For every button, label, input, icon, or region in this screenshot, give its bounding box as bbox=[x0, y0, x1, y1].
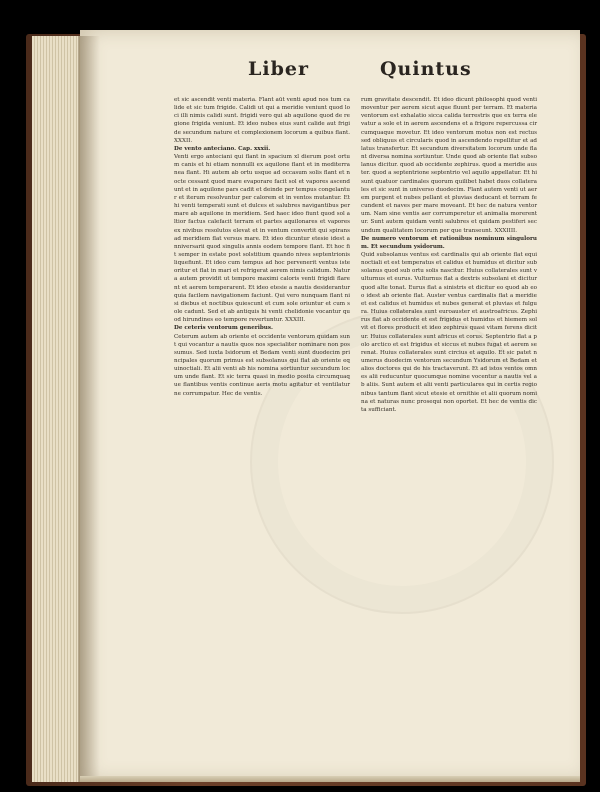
left-paragraph-2: Venti ergo anteciani qui flant in spacium xl dierum post ortum canis et hi etiam nonnulli ex aquilone flant et in mediterranea flant. Hi autem ab ortu usque ad occasum solis flant et nocte cessant quod mare evaporare facit sol et vapores ascendunt et in aquilone pars cadit et deinde per tempus congelantur et iterum resolvuntur per calorem et in ventos mutantur. Et hi venti temperati sunt et dulces et salubres navigantibus per mare ab aquilone in meridiem. Sed haec ideo fiunt quod sol altior factus calefacit terram et partes aquilonares et vapores ex nivibus resolutos elevat et in ventum convertit qui spirans ad meridiem flat versus mare. Et ideo dicuntur etesie idest anniversarii quod singulis annis eodem tempore flant. Et hoc fit semper in estate post solstitium quando nives septentrionis liquefiunt. Et ideo cum tempus ad hoc pervenerit ventus iste oritur et flat in mari et refrigerat aerem nimis calidum. Natura autem providit ut tempore maximi caloris venti frigidi flarent et aerem temperarent. Et ideo etesie a nautis desiderantur quia facilem navigationem faciunt. Qui vero nunquam flant nisi diebus et noctibus quiescunt et cum sole oriuntur et cum sole cadunt. Sed et ab antiquis hi venti chelidonie vocantur quod hirundines eo tempore revertuntur. XXXIII. bbox=[174, 154, 350, 324]
left-paragraph-1: et sic ascendit venti materia. Flant aūt venti apud nos tum calide et sic tum frigide. Calidi ut qui a meridie veniunt quod loci illi nimis calidi sunt. frigidi vero qui ab aquilone quod de regione frigida veniunt. Et ideo nubes eius sunt calide aut frigide secundum nature et complexionem locorum a quibus flant. XXXII. bbox=[174, 97, 350, 144]
running-head bbox=[80, 58, 580, 88]
right-paragraph-2: Quid subsolanus ventus est cardinalis qui ab oriente flat equinoctiali et est temperatus et calidus et humidus et dicitur subsolanus quod sub ortu solis nascitur. Huius collaterales sunt vulturnus et eurus. Vulturnus flat a dextris subsolani et dicitur quod alte tonat. Eurus flat a sinistris et dicitur eo quod ab eoo idest ab oriente flat. Auster ventus cardinalis flat a meridie et est calidus et humidus et nubes generat et pluvias et fulgura. Huius collaterales sunt euroauster et austroafricus. Zephirus flat ab occidente et est frigidus et humidus et hiemem solvit et flores producit et ideo zephirus quasi vitam ferens dicitur. Huius collaterales sunt africus et corus. Septentrio flat a polo arctico et est frigidus et siccus et nubes fugat et aerem serenat. Huius collaterales sunt circius et aquilo. Et sic patet numerus duodecim ventorum secundum Ysidorum et Bedam et alios doctores qui de his tractaverunt. Et ad istos ventos omnes alii reducuntur quocumque nomine vocentur a nautis vel ab aliis. Sunt autem et alii venti particulares qui in certis regionibus tantum flant sicut etesie et ornithie et alii quorum nomina et naturas nunc prosequi non oportet. Et hec de ventis dicta sufficiant. bbox=[361, 251, 537, 413]
right-chapter-heading-1: De numero ventorum et rationibus nominum singulorum. Et secundum ysidorum. bbox=[361, 235, 537, 250]
page-bottom-edge bbox=[80, 776, 580, 782]
right-text-column bbox=[361, 96, 537, 722]
book-page bbox=[80, 30, 580, 780]
left-paragraph-3: Ceterum autem ab oriente et occidente ventorum quidam sunt qui vocantur a nautis quos nos specialiter nominare non possumus. Sed iuxta Isidorum et Bedam venti sunt duodecim principales quorum primus est subsolanus qui flat ab oriente equinoctiali. Et alii venti ab his nomina sortiuntur secundum locum unde flant. Et sic terra quasi in medio posita circumquaque flantibus ventis continue aeris motu agitatur et ventilatur ne corrumpatur. Hec de ventis. bbox=[174, 333, 350, 397]
running-head-left: Liber bbox=[248, 58, 309, 80]
left-chapter-heading-1: De vento anteciano. Cap. xxxii. bbox=[174, 145, 271, 152]
left-text-column bbox=[174, 96, 350, 628]
gutter-shadow bbox=[78, 36, 100, 782]
left-chapter-heading-2: De ceteris ventorum generibus. bbox=[174, 325, 273, 332]
page-edges bbox=[32, 36, 80, 782]
right-paragraph-1: rum gravitate descendit. Et ideo dicunt philosophi quod venti moventur per aerem sicut aque fluunt per terram. Et materia ventorum est exhalatio sicca calida terrestris que ex terra elevatur a sole et in aerem ascendens et a frigore repercussa circumquaque movetur. Et ideo ventorum motus non est rectus sed obliquus et circularis quod in ascendendo repellitur et ad latus transfertur. Et secundum diversitatem locorum unde flant diversa nomina sortiuntur. Unde quod ab oriente flat subsolanus dicitur. quod ab occidente zephirus. quod a meridie auster. quod a septentrione septentrio vel aquilo appellatur. Et hi sunt quatuor cardinales quorum quilibet habet duos collaterales et sic sunt in universo duodecim. Flant autem venti ut aerem purgent et nubes pellant et pluvias deducant et terram fecundent et naves per mare moveant. Et hec de natura ventorum. Nam sine ventis aer corrumperetur et animalia morerentur. Sunt autem quidam venti salubres et quidam pestiferi secundum qualitatem locorum per que transeunt. XXXIIII. bbox=[361, 97, 537, 234]
running-head-right: Quintus bbox=[380, 58, 472, 80]
